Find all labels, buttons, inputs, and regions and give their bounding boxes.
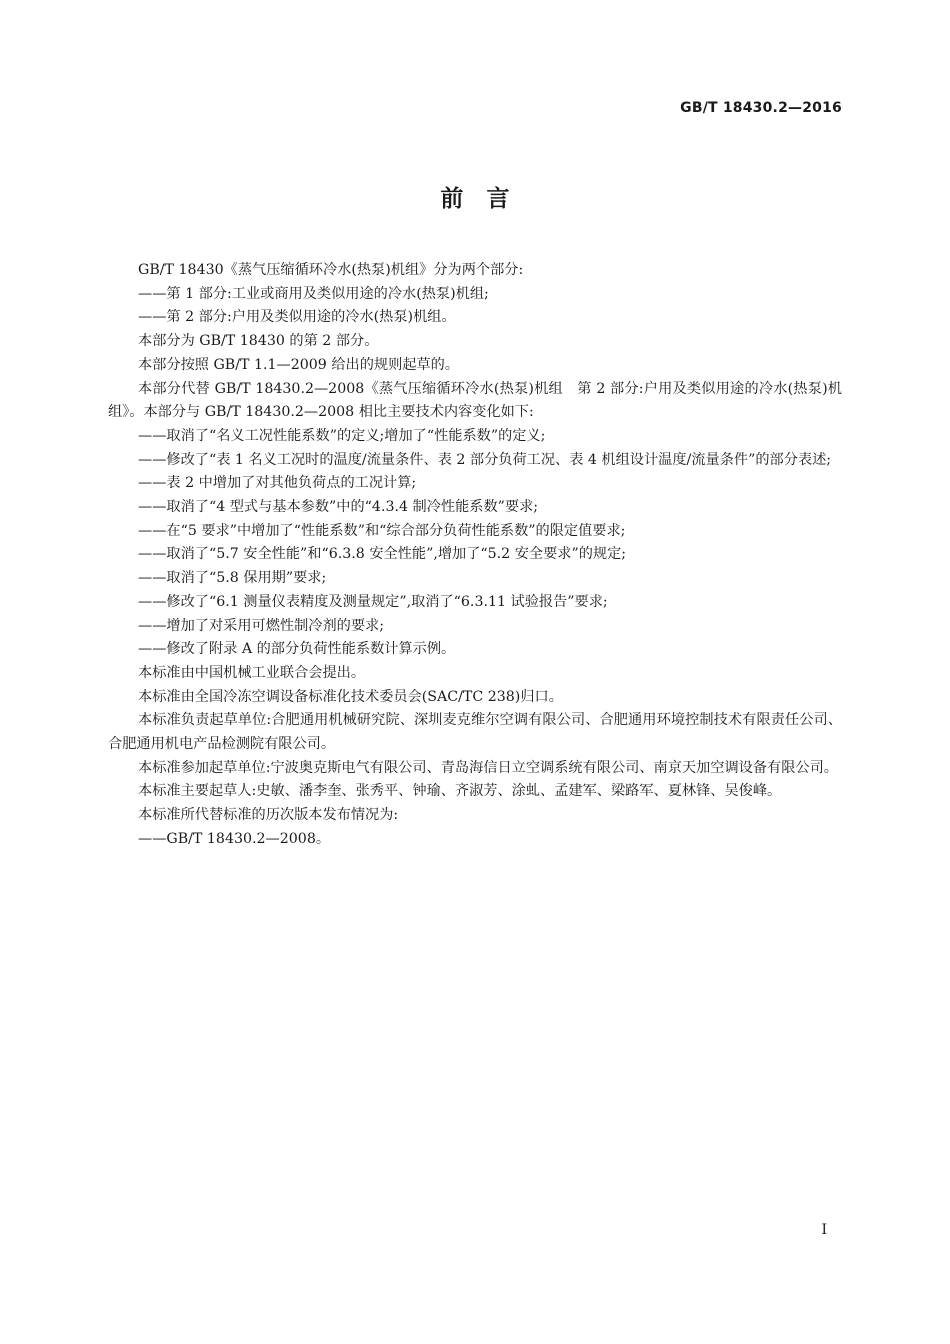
list-item: ——取消了“名义工况性能系数”的定义;增加了“性能系数”的定义; xyxy=(138,427,546,444)
list-item: ——GB/T 18430.2—2008。 xyxy=(138,830,331,847)
list-item: ——取消了“5.8 保用期”要求; xyxy=(138,570,327,587)
list-item: ——取消了“4 型式与基本参数”中的“4.3.4 制冷性能系数”要求; xyxy=(138,499,539,516)
list-item: ——第 1 部分:工业或商用及类似用途的冷水(热泵)机组; xyxy=(138,285,489,302)
standard-code: GB/T 18430.2—2016 xyxy=(680,100,842,116)
page-title: 前 言 xyxy=(440,186,510,212)
paragraph: 本标准由中国机械工业联合会提出。 xyxy=(138,664,366,681)
paragraph: 本标准由全国冷冻空调设备标准化技术委员会(SAC/TC 238)归口。 xyxy=(138,688,563,705)
list-item: ——表 2 中增加了对其他负荷点的工况计算; xyxy=(138,475,417,492)
paragraph: 本部分代替 GB/T 18430.2—2008《蒸气压缩循环冷水(热泵)机组 第 2 部分:户用及类似用途的冷水(热泵)机组》。本部分与 GB/T 18430.2—2008 相比主要技术内容变化如下: xyxy=(108,380,842,421)
paragraph: 本标准参加起草单位:宁波奥克斯电气有限公司、青岛海信日立空调系统有限公司、南京天加空调设备有限公司。 xyxy=(138,759,838,776)
list-item: ——修改了“表 1 名义工况时的温度/流量条件、表 2 部分负荷工况、表 4 机组设计温度/流量条件”的部分表述; xyxy=(138,451,832,468)
list-item: ——第 2 部分:户用及类似用途的冷水(热泵)机组。 xyxy=(138,309,456,326)
list-item: ——增加了对采用可燃性制冷剂的要求; xyxy=(138,617,384,634)
paragraph: 本标准所代替标准的历次版本发布情况为: xyxy=(138,807,399,824)
list-item: ——取消了“5.7 安全性能”和“6.3.8 安全性能”,增加了“5.2 安全要求”的规定; xyxy=(138,546,627,563)
page-number: I xyxy=(821,1222,827,1238)
list-item: ——在“5 要求”中增加了“性能系数”和“综合部分负荷性能系数”的限定值要求; xyxy=(138,522,626,539)
list-item: ——修改了附录 A 的部分负荷性能系数计算示例。 xyxy=(138,641,456,658)
paragraph: GB/T 18430《蒸气压缩循环冷水(热泵)机组》分为两个部分: xyxy=(138,262,524,278)
foreword-body xyxy=(108,259,842,852)
paragraph: 本部分为 GB/T 18430 的第 2 部分。 xyxy=(138,333,379,350)
paragraph: 本标准负责起草单位:合肥通用机械研究院、深圳麦克维尔空调有限公司、合肥通用环境控制技术有限责任公司、合肥通用机电产品检测院有限公司。 xyxy=(108,712,842,753)
list-item: ——修改了“6.1 测量仪表精度及测量规定”,取消了“6.3.11 试验报告”要求; xyxy=(138,593,608,610)
paragraph: 本标准主要起草人:史敏、潘李奎、张秀平、钟瑜、齐淑芳、涂虬、孟建军、梁路军、夏林锋、吴俊峰。 xyxy=(138,783,782,800)
paragraph: 本部分按照 GB/T 1.1—2009 给出的规则起草的。 xyxy=(138,356,460,373)
